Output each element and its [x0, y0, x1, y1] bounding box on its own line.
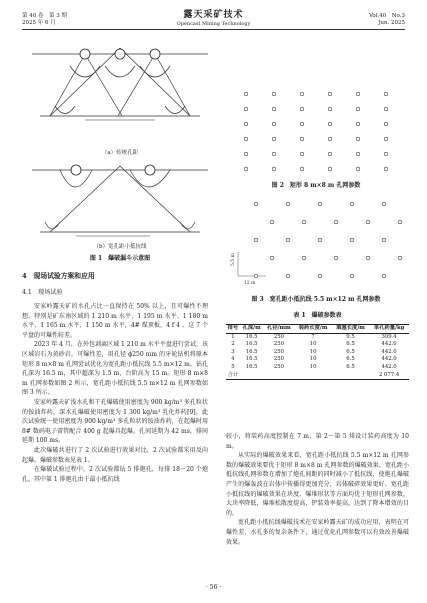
blasthole-dot [318, 274, 322, 278]
table-cell: 309.4 [381, 333, 397, 340]
blasthole-dot [302, 220, 306, 224]
table-row [226, 356, 409, 364]
table-cell: 6.5 [346, 356, 355, 363]
paragraph: 宽孔距小抵抗线爆破技术在安家岭露天矿的成功应用，表明在可爆性差、水孔多的复杂条件下，通过优化孔网参数可以有效改善爆破效果。 [226, 519, 409, 546]
blasthole-dot [382, 274, 386, 278]
blasthole-dot [356, 137, 360, 141]
table-cell: 7 [311, 333, 315, 340]
table-cell [263, 372, 294, 380]
header-volume-en: Vol.40 No.3 Jun. 2025 [368, 13, 405, 26]
table-cell: 10 [309, 363, 317, 370]
blasthole-dot [302, 256, 306, 260]
figure2-caption: 图 2 矩形 8 m×8 m 孔网参数 [271, 182, 361, 189]
blasthole-dot [300, 167, 304, 171]
table-cell: 442.0 [381, 348, 397, 355]
blasthole-dot [334, 220, 338, 224]
paragraph: 从实际的爆破效果来看，宽孔距小抵抗线 5.5 m×12 m 孔网参数的爆破效果要优于矩形 8 m×8 m 孔网参数的爆破效果。宽孔距小抵抗线孔网参数在增加了炮孔间距的同时减小了抵抗线，使炮孔爆破产生的爆轰波在岩体中传播得更加充分，岩体破碎效果更好。宽孔距小抵抗线的爆破效果在块度、爆堆形状等方面均优于矩形孔网参数，大块率降低，爆堆松散度提高，铲装效率提高，达到了降本增效的目的。 [226, 452, 409, 517]
table-header-cell: 填塞长度/m [336, 325, 365, 331]
table-cell: 2 [231, 341, 235, 348]
table-cell: 250 [273, 333, 284, 340]
table-cell: 10 [309, 341, 317, 348]
blasthole-dot [350, 202, 354, 206]
paragraph: 2023 年 4 月，在外包剥离区域 1 210 m 水平平盘进行尝试，该区域岩石为黄砂岩，可爆性差，用孔径 ϕ250 mm 的牙轮钻机将原本矩形 8 m×8 m 孔网尝试优化为宽孔距小抵抗线 5.5 m×12 m。钻孔孔深为 16.5 m，其中超深为 1.5 m，台阶高为 15 m。矩形 8 m×8 m 孔网参数如图 2 所示，宽孔距小抵抗线 5.5 m×12 m 孔网参数如图 3 所示。 [22, 341, 208, 397]
blasthole-dot [244, 107, 248, 111]
blasthole-dot [328, 122, 332, 126]
paragraph: 安家岭露天矿浅水孔和干孔爆破使用密度为 900 kg/m³ 多孔粒状的铵油炸药，深水孔爆破使用密度为 1 300 kg/m³ 乳化炸药[9]。此次试验统一使用密度为 900 kg/m³ 多孔粒状的铵油炸药，在起爆时用 8# 数码电子雷管配合 400 g 起爆具起爆。孔间延期为 42 ms，排间延期 100 ms。 [22, 398, 208, 445]
blasthole-dot [318, 238, 322, 242]
blasthole-dot [384, 137, 388, 141]
table-cell: 6.5 [346, 341, 355, 348]
table-cell: 250 [273, 348, 284, 355]
blasthole-dot [384, 92, 388, 96]
journal-title: 露天采矿技术 Opencast Mining Technology [176, 10, 251, 27]
blasthole-dot [270, 220, 274, 224]
table-row [226, 349, 409, 357]
table-cell: 9.5 [346, 333, 355, 340]
blasthole-dot [328, 167, 332, 171]
section-title: 4 现场试验方案和应用 [22, 272, 95, 280]
blasthole-dot [328, 152, 332, 156]
header-rule [22, 29, 405, 30]
table-row [226, 333, 409, 341]
blasthole-dot [300, 137, 304, 141]
blasthole-dot [328, 107, 332, 111]
blasthole-dot [272, 122, 276, 126]
paragraph: 较小，将装药高度控制在 7 m，第 2～第 5 排设计装药高度为 10 m。 [226, 433, 409, 450]
blasthole-dot [272, 137, 276, 141]
blasthole-dot [272, 167, 276, 171]
table-cell: 2 077.4 [379, 371, 400, 378]
blasthole-dot [350, 238, 354, 242]
blasthole-dot [286, 238, 290, 242]
table-row [226, 364, 409, 372]
table-cell: 442.0 [381, 356, 397, 363]
figure1b-label: （b）宽孔距小抵抗线 [93, 244, 147, 250]
blasthole-dot [384, 167, 388, 171]
table-cell: 16.5 [245, 341, 258, 348]
figure1a-diagram [30, 36, 210, 128]
figure3-dim-vertical: 5.5 m [231, 253, 236, 266]
table1-title: 表 1 爆破参数表 [293, 312, 342, 319]
table-cell: 5 [231, 363, 235, 370]
page-number: · 56 · [205, 584, 222, 591]
table-total-row [226, 372, 409, 380]
blasthole-dot [366, 256, 370, 260]
table-row [226, 341, 409, 349]
table-cell [332, 372, 369, 380]
blasthole-dot [272, 152, 276, 156]
table-cell: 442.0 [381, 341, 397, 348]
table-cell: 1 [231, 333, 235, 340]
table-cell: 250 [273, 356, 284, 363]
table-cell: 6.5 [346, 348, 355, 355]
table-header-cell: 单孔药量/kg [373, 325, 405, 331]
figure3-diagram [226, 196, 406, 290]
blasthole-dot [272, 107, 276, 111]
blasthole-dot [366, 220, 370, 224]
left-column-text [22, 302, 208, 484]
blasthole-dot [272, 92, 276, 96]
blasthole-dot [328, 137, 332, 141]
table-cell: 16.5 [245, 333, 258, 340]
table-cell [240, 372, 264, 380]
table-cell: 16.5 [245, 348, 258, 355]
table-header-cell: 孔径/mm [267, 325, 291, 331]
blasthole-dot [384, 107, 388, 111]
blasthole-dot [286, 274, 290, 278]
figure2-diagram [226, 86, 406, 178]
blasthole-dot [286, 202, 290, 206]
table-cell: 250 [273, 341, 284, 348]
blasthole-dot [356, 107, 360, 111]
blasthole-dot [318, 202, 322, 206]
paragraph: 在爆破试验过程中，2 次试验都钻 5 排炮孔，每排 18～20 个炮孔。其中第 1 排炮孔由于最小抵抗线 [22, 466, 208, 483]
blasthole-dot [270, 256, 274, 260]
blasthole-dot [244, 152, 248, 156]
blasthole-dot [356, 152, 360, 156]
table-cell: 16.5 [245, 356, 258, 363]
subsection-title: 4.1 现场试验 [22, 289, 63, 296]
table-cell: 3 [231, 348, 235, 355]
blasthole-dot [384, 122, 388, 126]
blasthole-dot [300, 107, 304, 111]
blasthole-dot [300, 92, 304, 96]
table-header-row [226, 325, 409, 334]
blasthole-dot [350, 274, 354, 278]
blasthole-dot [384, 152, 388, 156]
blasthole-dot [356, 122, 360, 126]
table-cell: 16.5 [245, 363, 258, 370]
table-cell: 合计 [227, 371, 239, 378]
table-cell [294, 372, 331, 380]
blasthole-dot [356, 167, 360, 171]
blasthole-dot [254, 274, 258, 278]
blasthole-dot [398, 220, 402, 224]
table-cell: 6.5 [346, 363, 355, 370]
figure1b-diagram [30, 160, 210, 240]
header-volume-cn: 第 40 卷 第 3 期 2025 年 6 月 [22, 13, 67, 26]
blasthole-dot [244, 92, 248, 96]
blasthole-dot [334, 256, 338, 260]
blasthole-dot [254, 202, 258, 206]
blasthole-dot [300, 122, 304, 126]
table-cell: 10 [309, 356, 317, 363]
paragraph: 此次爆破共进行了 2 次试验进行效果对比，2 次试验都采用反向起爆。爆破参数表见表 1。 [22, 446, 208, 464]
blasthole-dot [382, 238, 386, 242]
figure1a-label: （a）传统孔距 [101, 150, 139, 156]
blasthole-dot [328, 92, 332, 96]
table-cell: 442.0 [381, 363, 397, 370]
blasthole-dot [356, 92, 360, 96]
paragraph: 安家岭露天矿的水孔占比一直保持在 50% 以上，且可爆性不理想，特别是矿东南区域的 1 210 m 水平、1 195 m 水平、1 180 m 水平、1 165 m 水平、1 150 m 水平，4# 煤顶板，4 f 4 ，这 7 个平盘的可爆性较差。 [22, 303, 208, 339]
figure3-caption: 图 3 宽孔距小抵抗线 5.5 m×12 m 孔网参数 [251, 296, 381, 303]
parameters-table [226, 324, 409, 380]
blasthole-dot [382, 202, 386, 206]
blasthole-dot [300, 152, 304, 156]
blasthole-dot [244, 167, 248, 171]
table-header-cell: 装药长度/m [298, 325, 328, 331]
blasthole-dot [244, 137, 248, 141]
blasthole-dot [244, 122, 248, 126]
blasthole-dot [398, 256, 402, 260]
table-cell: 10 [309, 348, 317, 355]
figure3-dim-horizontal: 12 m [244, 281, 256, 286]
table-header-cell: 孔深/m [242, 325, 261, 331]
table-header-cell: 排号 [227, 325, 239, 331]
table-cell: 4 [231, 356, 235, 363]
blasthole-dot [254, 238, 258, 242]
right-column-text [226, 432, 409, 547]
table-cell: 250 [273, 363, 284, 370]
figure1-caption: 图 1 爆破漏斗示意图 [89, 255, 151, 262]
